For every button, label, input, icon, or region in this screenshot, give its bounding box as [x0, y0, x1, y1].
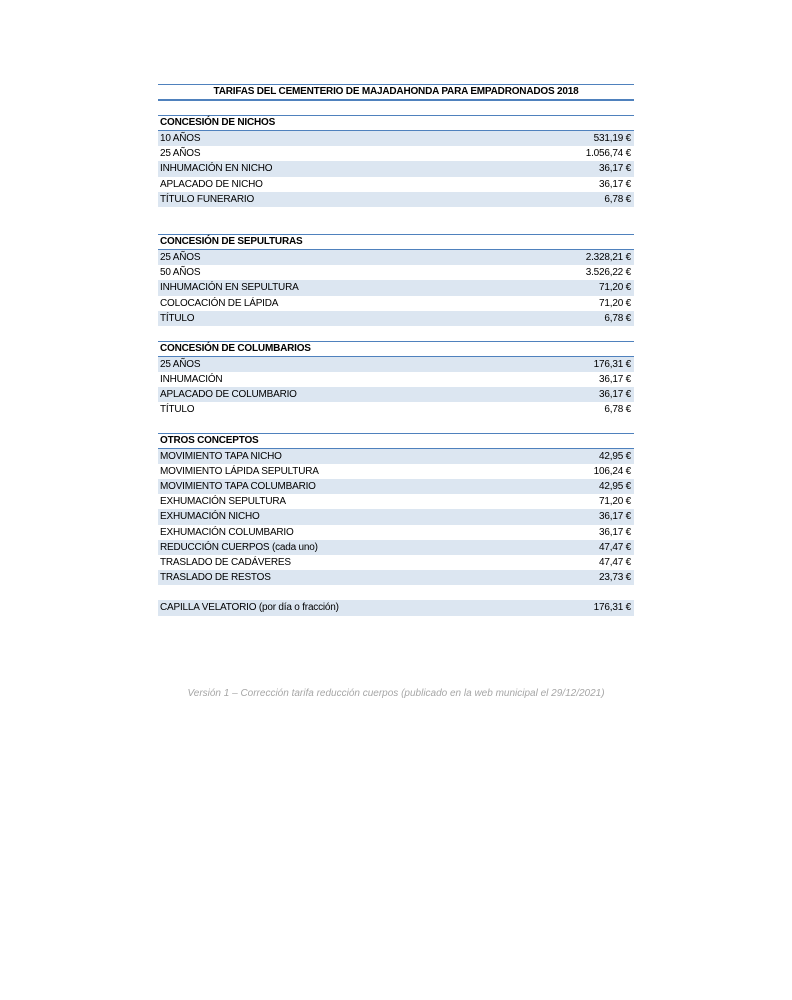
section-title: CONCESIÓN DE SEPULTURAS — [158, 234, 634, 250]
section-title: OTROS CONCEPTOS — [158, 433, 634, 449]
row-value: 36,17 € — [599, 526, 631, 538]
row-label: COLOCACIÓN DE LÁPIDA — [160, 297, 279, 309]
row-value: 176,31 € — [593, 358, 631, 370]
row-value: 2.328,21 € — [585, 251, 631, 263]
row-label: 25 AÑOS — [160, 358, 201, 370]
row-value: 71,20 € — [599, 297, 631, 309]
row-value: 106,24 € — [593, 465, 631, 477]
table-row — [158, 280, 634, 295]
table-row — [158, 372, 634, 387]
table-title: TARIFAS DEL CEMENTERIO DE MAJADAHONDA PARA EMPADRONADOS 2018 — [213, 86, 579, 97]
table-row — [158, 192, 634, 207]
row-value: 47,47 € — [599, 541, 631, 553]
capilla-velatorio-row — [158, 600, 634, 615]
table-row — [158, 357, 634, 372]
table-row — [158, 146, 634, 161]
row-value: 3.526,22 € — [585, 267, 631, 279]
row-value: 6,78 € — [604, 404, 631, 416]
spacer — [158, 326, 634, 341]
section-nichos — [158, 115, 634, 207]
spacer — [158, 585, 634, 600]
row-label: TRASLADO DE RESTOS — [160, 572, 271, 584]
row-value: 1.056,74 € — [585, 148, 631, 160]
table-row — [158, 494, 634, 509]
row-label: 25 AÑOS — [160, 148, 201, 160]
table-row — [158, 177, 634, 192]
row-label: INHUMACIÓN EN NICHO — [160, 163, 273, 175]
spacer — [158, 207, 634, 234]
table-row — [158, 161, 634, 176]
row-label: MOVIMIENTO TAPA COLUMBARIO — [160, 481, 316, 492]
table-title-bar — [158, 84, 634, 101]
section-sepulturas — [158, 234, 634, 326]
row-value: 36,17 € — [599, 389, 631, 401]
table-row — [158, 464, 634, 479]
row-value: 6,78 € — [604, 312, 631, 324]
row-label: TÍTULO FUNERARIO — [160, 193, 255, 205]
table-row — [158, 311, 634, 326]
table-row — [158, 250, 634, 265]
row-label: TRASLADO DE CADÁVERES — [160, 556, 291, 568]
row-label: EXHUMACIÓN SEPULTURA — [160, 496, 286, 508]
row-value: 36,17 € — [599, 374, 631, 386]
row-value: 176,31 € — [593, 602, 631, 614]
row-value: 71,20 € — [599, 282, 631, 294]
table-row — [158, 387, 634, 402]
row-label: MOVIMIENTO TAPA NICHO — [160, 450, 282, 462]
row-label: 25 AÑOS — [160, 251, 201, 263]
tariff-table — [158, 84, 634, 616]
row-value: 47,47 € — [599, 556, 631, 568]
row-label: MOVIMIENTO LÁPIDA SEPULTURA — [160, 465, 319, 477]
row-label: REDUCCIÓN CUERPOS (cada uno) — [160, 541, 318, 553]
section-title: CONCESIÓN DE NICHOS — [158, 115, 634, 131]
table-row — [158, 265, 634, 280]
row-value: 36,17 € — [599, 178, 631, 190]
row-value: 42,95 € — [599, 450, 631, 462]
row-label: INHUMACIÓN — [160, 374, 223, 386]
row-value: 6,78 € — [604, 193, 631, 205]
spacer — [158, 418, 634, 433]
row-value: 71,20 € — [599, 496, 631, 508]
row-label: INHUMACIÓN EN SEPULTURA — [160, 282, 299, 294]
row-label: EXHUMACIÓN COLUMBARIO — [160, 526, 294, 538]
table-row — [158, 540, 634, 555]
table-row — [158, 509, 634, 524]
table-row — [158, 131, 634, 146]
row-value: 531,19 € — [593, 133, 631, 144]
table-row — [158, 296, 634, 311]
spacer — [158, 101, 634, 115]
table-row — [158, 479, 634, 494]
row-value: 42,95 € — [599, 481, 631, 492]
version-note: Versión 1 – Corrección tarifa reducción cuerpos (publicado en la web municipal el 29/12/2021) — [187, 688, 605, 699]
row-label: APLACADO DE COLUMBARIO — [160, 389, 297, 401]
row-value: 36,17 € — [599, 511, 631, 523]
section-otros-conceptos — [158, 433, 634, 586]
row-label: TÍTULO — [160, 312, 195, 324]
table-row — [158, 525, 634, 540]
row-label: APLACADO DE NICHO — [160, 178, 263, 190]
table-row — [158, 570, 634, 585]
table-row — [158, 449, 634, 464]
table-row — [158, 402, 634, 417]
section-title: CONCESIÓN DE COLUMBARIOS — [158, 341, 634, 357]
row-value: 23,73 € — [599, 572, 631, 584]
section-columbarios — [158, 341, 634, 418]
row-label: CAPILLA VELATORIO (por día o fracción) — [160, 602, 339, 614]
row-value: 36,17 € — [599, 163, 631, 175]
table-row — [158, 555, 634, 570]
row-label: 10 AÑOS — [160, 133, 201, 144]
row-label: 50 AÑOS — [160, 267, 201, 279]
row-label: TÍTULO — [160, 404, 195, 416]
row-label: EXHUMACIÓN NICHO — [160, 511, 260, 523]
